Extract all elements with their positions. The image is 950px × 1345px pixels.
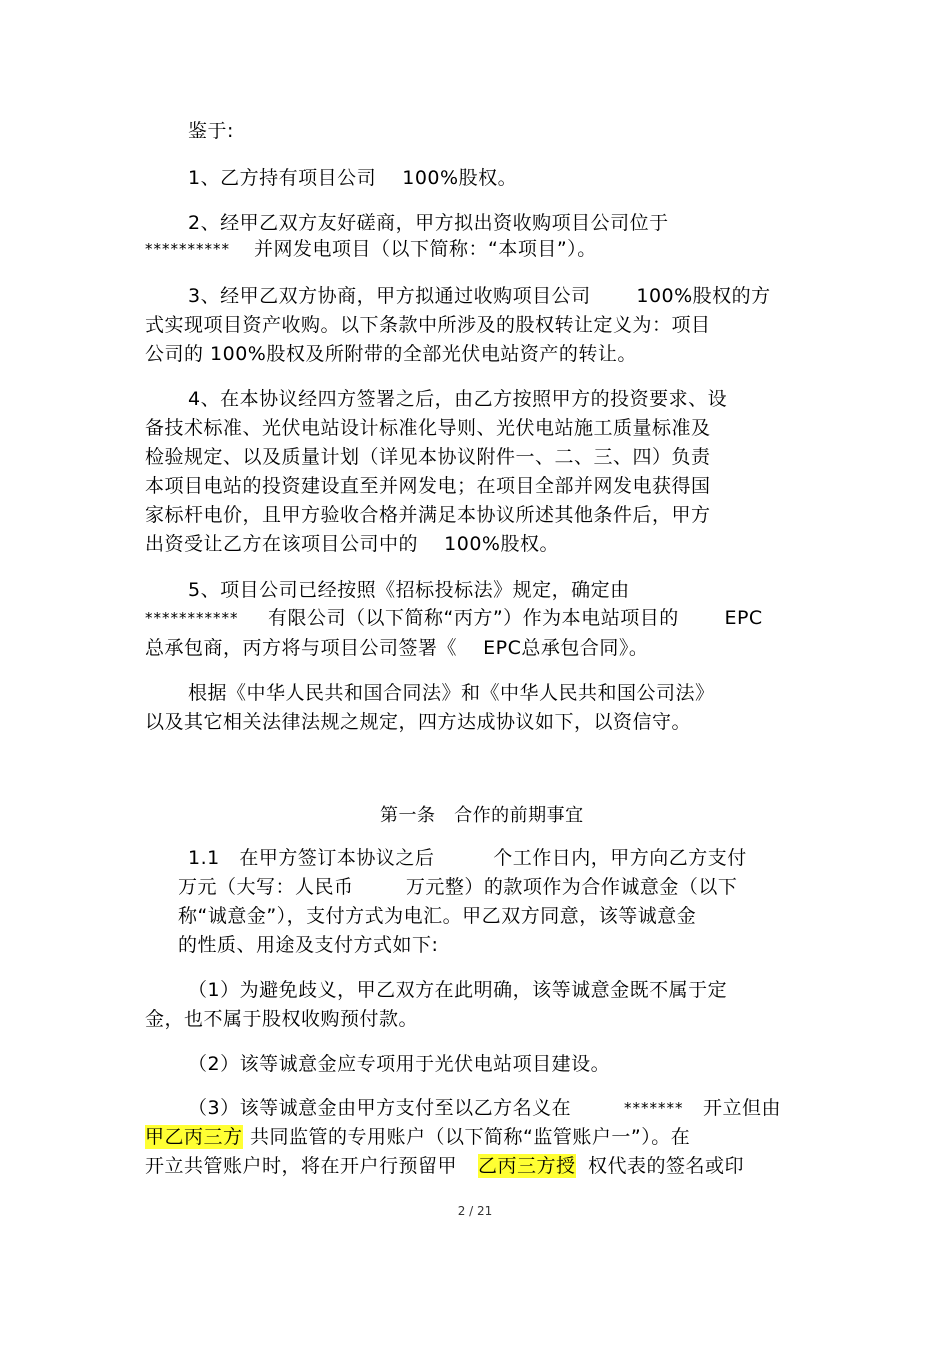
- paragraph-line: （1）为避免歧义，甲乙双方在此明确，该等诚意金既不属于定: [188, 979, 728, 1001]
- paragraph-line: 万元（大写：人民币 万元整）的款项作为合作诚意金（以下: [178, 876, 738, 898]
- redacted-text: *******: [624, 1099, 684, 1117]
- paragraph-line: 鉴于:: [188, 120, 234, 142]
- paragraph-line: 权代表的签名或印: [588, 1155, 745, 1177]
- paragraph-line: 3、经甲乙双方协商，甲方拟通过收购项目公司 100%股权的方: [188, 285, 771, 307]
- paragraph-line: 称“诚意金”），支付方式为电汇。甲乙双方同意，该等诚意金: [178, 905, 697, 927]
- paragraph-line: 的性质、用途及支付方式如下:: [178, 934, 439, 956]
- highlighted-text: 甲乙丙三方: [145, 1126, 243, 1148]
- redacted-text: ***********: [145, 609, 239, 627]
- paragraph-line: 2、经甲乙双方友好磋商，甲方拟出资收购项目公司位于: [188, 212, 669, 234]
- paragraph-line: 式实现项目资产收购。以下条款中所涉及的股权转让定义为：项目: [145, 314, 711, 336]
- paragraph-line: 根据《中华人民共和国合同法》和《中华人民共和国公司法》: [188, 682, 715, 704]
- paragraph-line: 出资受让乙方在该项目公司中的 100%股权。: [145, 533, 559, 555]
- paragraph-line: 备技术标准、光伏电站设计标准化导则、光伏电站施工质量标准及: [145, 417, 711, 439]
- section-heading: 第一条 合作的前期事宜: [380, 805, 584, 826]
- paragraph-line: 并网发电项目（以下简称：“本项目”）。: [254, 238, 597, 260]
- paragraph-line: 总承包商，丙方将与项目公司签署《 EPC总承包合同》。: [145, 637, 649, 659]
- paragraph-line: 本项目电站的投资建设直至并网发电；在项目全部并网发电获得国: [145, 475, 711, 497]
- paragraph-line: 1.1 在甲方签订本协议之后 个工作日内，甲方向乙方支付: [188, 847, 747, 869]
- redacted-text: **********: [145, 240, 230, 258]
- paragraph-line: 5、项目公司已经按照《招标投标法》规定，确定由: [188, 579, 630, 601]
- paragraph-line: （2）该等诚意金应专项用于光伏电站项目建设。: [188, 1053, 611, 1075]
- paragraph-line: （3）该等诚意金由甲方支付至以乙方名义在: [188, 1097, 572, 1119]
- paragraph-line: 金，也不属于股权收购预付款。: [145, 1008, 419, 1030]
- page-number: 2 / 21: [457, 1204, 493, 1218]
- highlighted-text: 乙丙三方授: [478, 1155, 576, 1177]
- paragraph-line: 开立但由: [703, 1097, 782, 1119]
- paragraph-line: 检验规定、以及质量计划（详见本协议附件一、二、三、四）负责: [145, 446, 711, 468]
- paragraph-line: 4、在本协议经四方签署之后，由乙方按照甲方的投资要求、设: [188, 388, 728, 410]
- paragraph-line: 1、乙方持有项目公司 100%股权。: [188, 167, 518, 189]
- paragraph-line: 以及其它相关法律法规之规定，四方达成协议如下，以资信守。: [145, 711, 692, 733]
- paragraph-line: 公司的 100%股权及所附带的全部光伏电站资产的转让。: [145, 343, 637, 365]
- paragraph-line: 有限公司（以下简称“丙方”）作为本电站项目的 EPC: [268, 607, 763, 629]
- paragraph-line: 开立共管账户时，将在开户行预留甲: [145, 1155, 458, 1177]
- paragraph-line: 共同监管的专用账户（以下简称“监管账户一”）。在: [250, 1126, 691, 1148]
- paragraph-line: 家标杆电价，且甲方验收合格并满足本协议所述其他条件后，甲方: [145, 504, 711, 526]
